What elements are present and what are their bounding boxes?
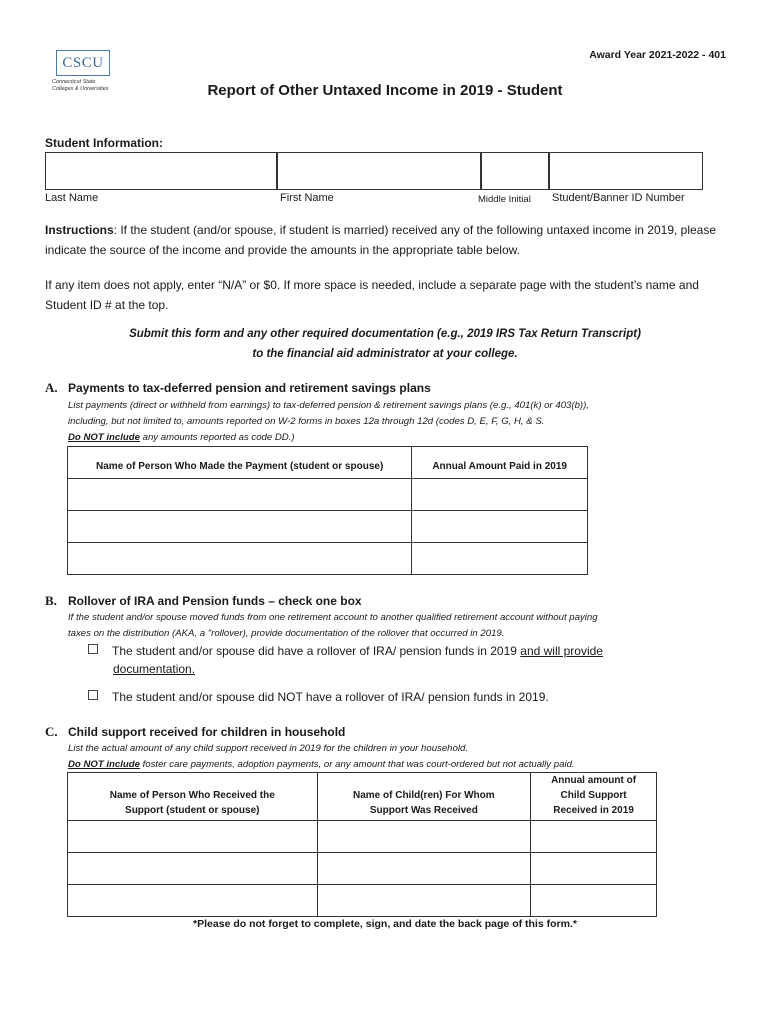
payer-name-cell[interactable] xyxy=(68,543,412,575)
rollover-yes-documentation: documentation. xyxy=(113,662,196,676)
rollover-no-checkbox[interactable] xyxy=(88,690,98,700)
child-name-cell[interactable] xyxy=(317,821,531,853)
logo-subtitle-line1: Connecticut State xyxy=(52,79,96,85)
section-b-desc-line2: taxes on the distribution (AKA, a "rollover), provide documentation of the rollover that occurred in 2019. xyxy=(68,628,505,639)
logo-subtitle-line2: Colleges & Universities xyxy=(52,86,109,92)
middle-initial-field[interactable] xyxy=(481,152,549,190)
col-children-names xyxy=(317,773,531,821)
rollover-no-text: The student and/or spouse did NOT have a rollover of IRA/ pension funds in 2019. xyxy=(112,690,549,704)
section-b-letter: B. xyxy=(45,593,57,608)
pension-payments-table xyxy=(67,446,588,575)
amount-cell[interactable] xyxy=(412,479,588,511)
table-row xyxy=(68,543,588,575)
do-not-include: Do NOT include xyxy=(68,759,140,770)
section-a-description xyxy=(68,398,738,446)
first-name-label: First Name xyxy=(280,192,334,204)
section-c-desc-line2 xyxy=(68,757,738,773)
na-instructions: If any item does not apply, enter “N/A” or $0. If more space is needed, include a separate page with the student’s name and Student ID # at the top. xyxy=(45,278,699,312)
student-info-heading: Student Information: xyxy=(45,136,163,150)
table-row xyxy=(68,821,657,853)
section-b-title: Rollover of IRA and Pension funds – check one box xyxy=(68,594,362,608)
section-c-title: Child support received for children in household xyxy=(68,725,346,739)
page-title: Report of Other Untaxed Income in 2019 - Student xyxy=(207,82,563,99)
middle-initial-label: Middle Initial xyxy=(478,194,531,205)
section-a-desc-line2: including, but not limited to, amounts reported on W-2 forms in boxes 12a through 12d (codes D, E, F, G, H, & S. xyxy=(68,416,545,427)
rollover-yes-option[interactable] xyxy=(88,642,688,678)
section-b-desc-line1: If the student and/or spouse moved funds from one retirement account to another qualified retirement account without paying xyxy=(68,612,598,623)
col-payer-name: Name of Person Who Made the Payment (student or spouse) xyxy=(68,447,412,479)
table-row xyxy=(68,511,588,543)
do-not-include: Do NOT include xyxy=(68,432,140,443)
col-amount-line2: Child Support xyxy=(560,790,627,801)
last-name-label: Last Name xyxy=(45,192,99,204)
rollover-yes-text: The student and/or spouse did have a rollover of IRA/ pension funds in 2019 xyxy=(112,644,521,658)
recipient-name-cell[interactable] xyxy=(68,885,318,917)
amount-cell[interactable] xyxy=(531,885,657,917)
section-a-desc-line1: List payments (direct or withheld from earnings) to tax-deferred pension & retirement savings plans (e.g., 401(k) or 403(b)), xyxy=(68,400,589,411)
rollover-no-option[interactable] xyxy=(88,688,688,706)
amount-cell[interactable] xyxy=(531,821,657,853)
payer-name-cell[interactable] xyxy=(68,511,412,543)
section-a-desc-line3 xyxy=(68,430,738,446)
rollover-yes-underlined: and will provide xyxy=(520,644,603,658)
col-amount-line3: Received in 2019 xyxy=(553,805,634,816)
student-id-label: Student/Banner ID Number xyxy=(552,192,685,204)
section-c-description xyxy=(68,741,738,773)
last-name-field[interactable] xyxy=(45,152,277,190)
section-c-desc-rest: foster care payments, adoption payments, or any amount that was court-ordered but not actually paid. xyxy=(139,759,575,770)
col-children-line2: Support Was Received xyxy=(369,805,478,816)
section-c-desc-line1: List the actual amount of any child support received in 2019 for the children in your household. xyxy=(68,743,468,754)
rollover-yes-checkbox[interactable] xyxy=(88,644,98,654)
amount-cell[interactable] xyxy=(531,853,657,885)
child-support-table xyxy=(67,772,657,917)
footer-reminder: *Please do not forget to complete, sign, and date the back page of this form.* xyxy=(193,918,577,930)
table-row xyxy=(68,479,588,511)
recipient-name-cell[interactable] xyxy=(68,821,318,853)
section-a-desc-rest: any amounts reported as code DD.) xyxy=(139,432,295,443)
instructions-lead: Instructions xyxy=(45,223,114,237)
amount-cell[interactable] xyxy=(412,511,588,543)
section-b-description xyxy=(68,610,738,642)
child-name-cell[interactable] xyxy=(317,853,531,885)
table-header-row xyxy=(68,773,657,821)
student-id-field[interactable] xyxy=(549,152,703,190)
payer-name-cell[interactable] xyxy=(68,479,412,511)
first-name-field[interactable] xyxy=(277,152,481,190)
section-a-title: Payments to tax-deferred pension and retirement savings plans xyxy=(68,381,431,395)
col-amount-line1: Annual amount of xyxy=(551,775,637,786)
recipient-name-cell[interactable] xyxy=(68,853,318,885)
col-children-line1: Name of Child(ren) For Whom xyxy=(353,790,495,801)
award-year: Award Year 2021-2022 - 401 xyxy=(589,49,726,61)
col-recipient-line1: Name of Person Who Received the xyxy=(109,790,275,801)
submit-line-2: to the financial aid administrator at your college. xyxy=(252,348,518,360)
table-row xyxy=(68,885,657,917)
submit-line-1: Submit this form and any other required documentation (e.g., 2019 IRS Tax Return Transcript) xyxy=(129,328,641,340)
amount-cell[interactable] xyxy=(412,543,588,575)
table-row xyxy=(68,853,657,885)
col-support-amount xyxy=(531,773,657,821)
table-header-row xyxy=(68,447,588,479)
child-name-cell[interactable] xyxy=(317,885,531,917)
col-recipient-line2: Support (student or spouse) xyxy=(125,805,260,816)
cscu-logo xyxy=(56,50,110,76)
instructions-text: : If the student (and/or spouse, if student is married) received any of the following untaxed income in 2019, please indicate the source of the income and provide the amounts in the appropriate table below. xyxy=(45,223,717,257)
logo-text: CSCU xyxy=(62,54,104,71)
instructions-paragraph xyxy=(45,220,735,260)
col-recipient-name xyxy=(68,773,318,821)
col-annual-amount: Annual Amount Paid in 2019 xyxy=(412,447,588,479)
section-c-letter: C. xyxy=(45,724,58,739)
section-a-letter: A. xyxy=(45,380,58,395)
